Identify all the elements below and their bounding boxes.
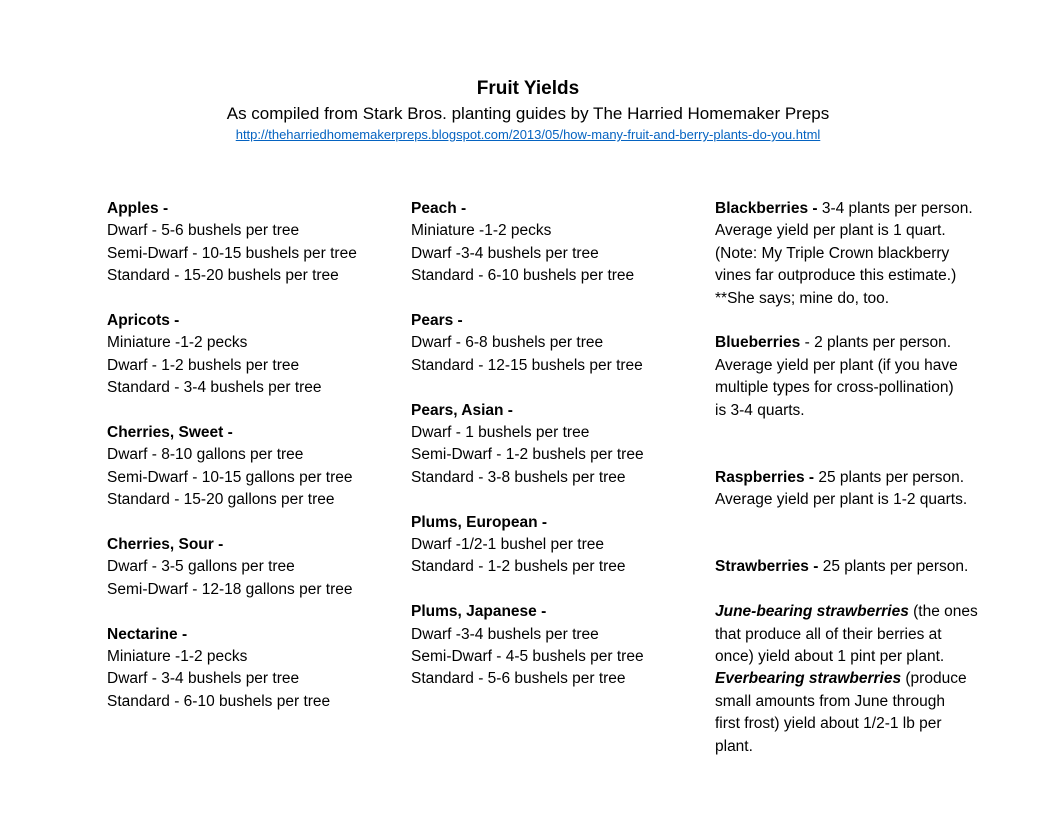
plants-per-person: 25 plants per person. — [814, 468, 965, 486]
yield-line: Miniature -1-2 pecks — [107, 648, 248, 666]
yield-line: multiple types for cross-pollination) — [715, 379, 954, 397]
note-line: (Note: My Triple Crown blackberry — [715, 244, 950, 262]
yield-line: Dwarf - 3-4 bushels per tree — [107, 670, 300, 688]
yield-line: that produce all of their berries at — [715, 625, 942, 643]
fruit-name: Pears - — [411, 312, 463, 330]
yield-line: Standard - 15-20 gallons per tree — [107, 491, 335, 509]
yield-line: Standard - 15-20 bushels per tree — [107, 267, 339, 285]
variety-name: Everbearing strawberries — [715, 670, 902, 688]
page-title: Fruit Yields — [476, 78, 580, 99]
fruit-name: Peach - — [411, 200, 467, 217]
column-tree-fruits-2 — [411, 198, 644, 713]
berry-entry-blueberries — [715, 332, 1015, 422]
column-tree-fruits-1 — [107, 198, 357, 736]
source-link[interactable]: http://theharriedhomemakerpreps.blogspot.com/2013/05/how-many-fruit-and-berry-plants-do-you.html — [235, 127, 821, 142]
yield-line: Semi-Dwarf - 1-2 bushels per tree — [411, 446, 644, 464]
yield-line: Miniature -1-2 pecks — [411, 222, 552, 240]
yield-line: Dwarf - 5-6 bushels per tree — [107, 222, 300, 240]
fruit-entry-plums-japanese — [411, 601, 644, 691]
yield-line: Dwarf -3-4 bushels per tree — [411, 625, 599, 643]
berry-entry-blackberries — [715, 198, 1015, 310]
yield-line: Standard - 3-8 bushels per tree — [411, 468, 626, 486]
yield-line: small amounts from June through — [715, 692, 946, 710]
fruit-name: Apples - — [107, 200, 169, 217]
fruit-name: Cherries, Sour - — [107, 536, 224, 554]
yield-line: Average yield per plant is 1-2 quarts. — [715, 491, 968, 509]
berry-name: Blackberries - — [715, 200, 818, 217]
fruit-entry-pears-asian — [411, 400, 644, 490]
berry-name: Blueberries — [715, 334, 801, 352]
berry-entry-strawberries — [715, 556, 1015, 578]
yield-line: Standard - 6-10 bushels per tree — [411, 267, 635, 285]
fruit-entry-peach — [411, 198, 644, 288]
yield-line: Standard - 6-10 bushels per tree — [107, 692, 331, 710]
berry-name: Strawberries - — [715, 558, 819, 576]
yield-line: once) yield about 1 pint per plant. — [715, 648, 945, 666]
fruit-entry-cherries-sweet — [107, 422, 357, 512]
yield-line: Dwarf - 8-10 gallons per tree — [107, 446, 304, 464]
yield-line: is 3-4 quarts. — [715, 401, 805, 419]
yield-line: Miniature -1-2 pecks — [107, 334, 248, 352]
yield-line: Standard - 12-15 bushels per tree — [411, 356, 643, 374]
fruit-name: Cherries, Sweet - — [107, 424, 233, 442]
fruit-name: Pears, Asian - — [411, 401, 513, 419]
fruit-entry-cherries-sour — [107, 534, 357, 601]
berry-name: Raspberries - — [715, 468, 815, 486]
yield-line: first frost) yield about 1/2-1 lb per — [715, 715, 942, 733]
fruit-name: Apricots - — [107, 312, 180, 330]
fruit-name: Plums, Japanese - — [411, 603, 547, 621]
yield-line: Dwarf -1/2-1 bushel per tree — [411, 536, 604, 554]
fruit-entry-pears — [411, 310, 644, 377]
plants-per-person: 25 plants per person. — [818, 558, 969, 576]
document-header — [0, 76, 1056, 144]
yield-line: Dwarf -3-4 bushels per tree — [411, 244, 599, 262]
fruit-name: Plums, European - — [411, 513, 548, 531]
variety-text: (the ones — [908, 603, 978, 621]
variety-text: (produce — [901, 670, 967, 688]
plants-per-person: 3-4 plants per person. — [817, 200, 973, 217]
fruit-entry-nectarine — [107, 624, 357, 714]
variety-name: June-bearing strawberries — [715, 603, 909, 621]
fruit-entry-apricots — [107, 310, 357, 400]
yield-line: Dwarf - 6-8 bushels per tree — [411, 334, 604, 352]
yield-line: Dwarf - 1 bushels per tree — [411, 424, 590, 442]
berry-entry-june-bearing — [715, 601, 1015, 668]
yield-line: Semi-Dwarf - 12-18 gallons per tree — [107, 580, 353, 598]
yield-line: plant. — [715, 737, 753, 755]
yield-line: Standard - 5-6 bushels per tree — [411, 670, 626, 688]
yield-line: Semi-Dwarf - 4-5 bushels per tree — [411, 648, 644, 666]
yield-line: Semi-Dwarf - 10-15 bushels per tree — [107, 244, 357, 262]
note-line: **She says; mine do, too. — [715, 289, 890, 307]
page-subtitle: As compiled from Stark Bros. planting guides by The Harried Homemaker Preps — [226, 104, 830, 123]
berry-entry-raspberries — [715, 467, 1015, 512]
yield-line: Semi-Dwarf - 10-15 gallons per tree — [107, 468, 353, 486]
yield-line: Average yield per plant is 1 quart. — [715, 222, 946, 240]
fruit-entry-plums-european — [411, 512, 644, 579]
yield-line: Standard - 1-2 bushels per tree — [411, 558, 626, 576]
plants-per-person: - 2 plants per person. — [800, 334, 952, 352]
berry-entry-everbearing — [715, 668, 1015, 758]
yield-line: Dwarf - 3-5 gallons per tree — [107, 558, 295, 576]
fruit-entry-apples — [107, 198, 357, 288]
fruit-name: Nectarine - — [107, 625, 188, 643]
column-berries — [715, 198, 1015, 758]
yield-line: Standard - 3-4 bushels per tree — [107, 379, 322, 397]
note-line: vines far outproduce this estimate.) — [715, 267, 957, 285]
yield-line: Average yield per plant (if you have — [715, 356, 958, 374]
yield-line: Dwarf - 1-2 bushels per tree — [107, 356, 300, 374]
